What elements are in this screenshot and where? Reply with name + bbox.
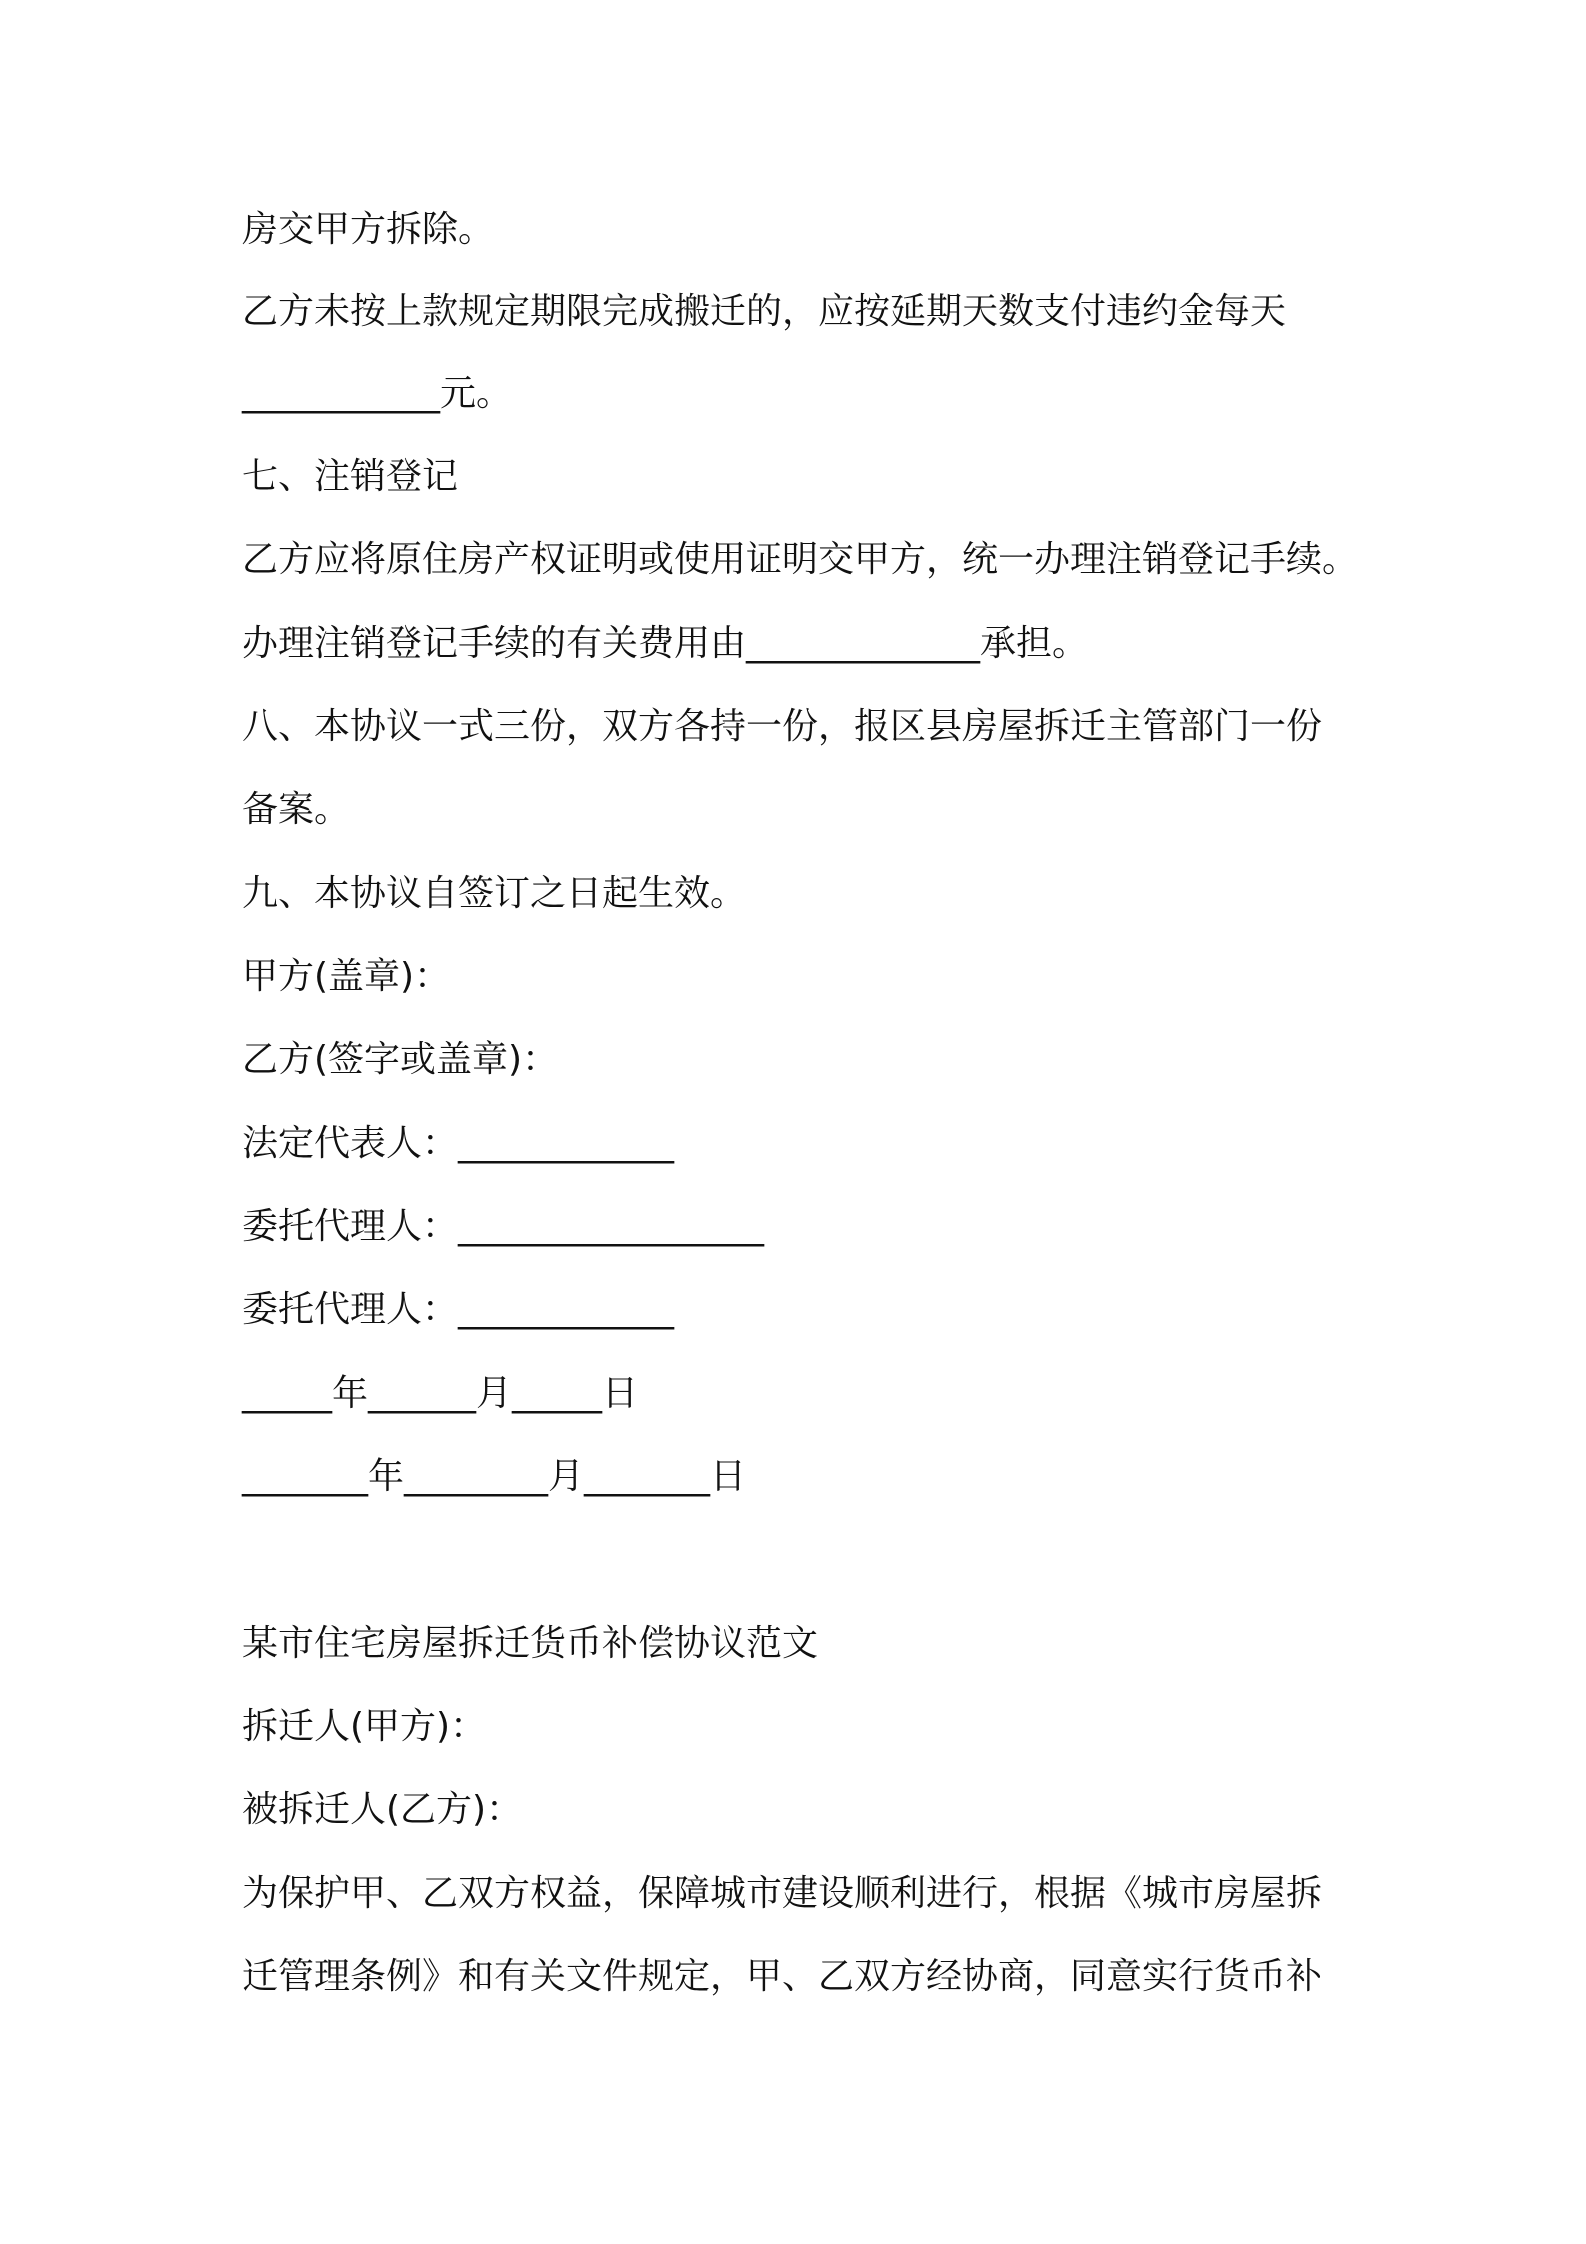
text-line-6: 办理注销登记手续的有关费用由_____________承担。 [242,623,1089,664]
text-line-3: ___________元。 [242,373,513,414]
text-line-21: 迁管理条例》和有关文件规定，甲、乙双方经协商，同意实行货币补 [242,1956,1323,1997]
party-b-sign-line: 乙方(签字或盖章)： [242,1039,559,1080]
text-line-1: 房交甲方拆除。 [242,209,495,250]
text-line-2: 乙方未按上款规定期限完成搬迁的，应按延期天数支付违约金每天 [242,291,1287,332]
document-title: 某市住宅房屋拆迁货币补偿协议范文 [242,1623,819,1664]
date-line-2: _______年________月_______日 [242,1456,746,1497]
agent-line-2: 委托代理人：____________ [242,1289,675,1330]
date-line-1: _____年______月_____日 [242,1373,638,1414]
relocator-line: 拆迁人(甲方)： [242,1706,487,1747]
text-line-5: 乙方应将原住房产权证明或使用证明交甲方，统一办理注销登记手续。 [242,539,1359,580]
section-heading-8: 八、本协议一式三份，双方各持一份，报区县房屋拆迁主管部门一份 [242,706,1323,747]
legal-rep-line: 法定代表人：____________ [242,1123,675,1164]
text-line-20: 为保护甲、乙双方权益，保障城市建设顺利进行，根据《城市房屋拆 [242,1873,1323,1914]
relocatee-line: 被拆迁人(乙方)： [242,1789,523,1830]
agent-line-1: 委托代理人：_________________ [242,1206,765,1247]
text-line-8: 备案。 [242,789,351,830]
party-a-seal-line: 甲方(盖章)： [242,956,451,997]
section-heading-9: 九、本协议自签订之日起生效。 [242,873,747,914]
section-heading-7: 七、注销登记 [242,456,459,497]
